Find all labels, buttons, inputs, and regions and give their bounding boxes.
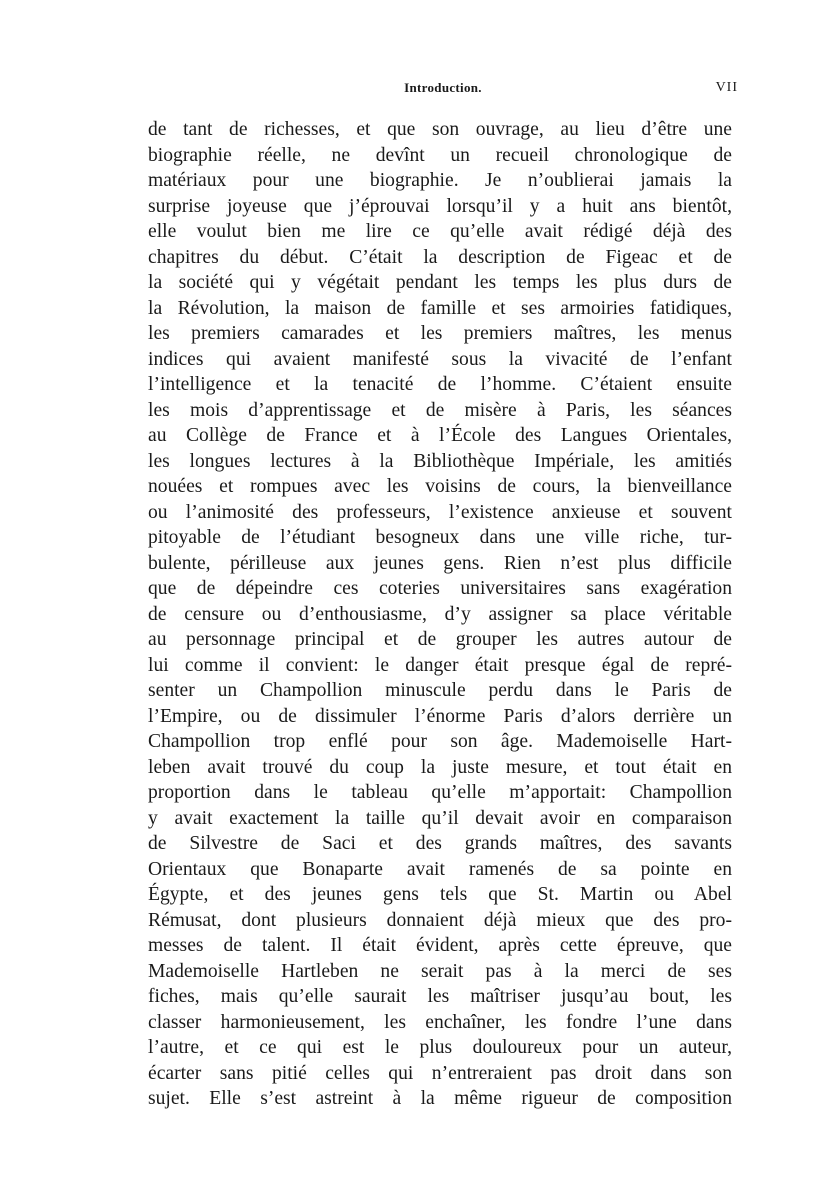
text-line: les longues lectures à la Bibliothèque Impériale, les amitiés: [148, 450, 732, 472]
text-line: Égypte, et des jeunes gens tels que St. Martin ou Abel: [148, 884, 732, 905]
text-line: proportion dans le tableau qu’elle m’apportait: Champollion: [148, 782, 732, 803]
text-line: chapitres du début. C’était la description de Figeac et de: [148, 246, 732, 268]
running-head: [148, 80, 738, 100]
text-line: de Silvestre de Saci et des grands maîtres, des savants: [148, 833, 732, 854]
page-number: VII: [715, 80, 738, 95]
text-line: leben avait trouvé du coup la juste mesure, et tout était en: [148, 756, 732, 778]
text-line: l’intelligence et la tenacité de l’homme. C’étaient ensuite: [148, 374, 732, 395]
text-line: fiches, mais qu’elle saurait les maîtriser jusqu’au bout, les: [148, 986, 732, 1007]
text-line: messes de talent. Il était évident, après cette épreuve, que: [148, 935, 732, 956]
text-line: au personnage principal et de grouper les autres autour de: [148, 629, 732, 650]
text-line: de tant de richesses, et que son ouvrage, au lieu d’être une: [148, 119, 732, 140]
text-line: écarter sans pitié celles qui n’entreraient pas droit dans son: [148, 1062, 732, 1084]
text-line: que de dépeindre ces coteries universitaires sans exagération: [148, 578, 732, 599]
text-line: classer harmonieusement, les enchaîner, les fondre l’une dans: [148, 1011, 732, 1033]
text-line: Mademoiselle Hartleben ne serait pas à la merci de ses: [148, 960, 732, 982]
text-line: la Révolution, la maison de famille et ses armoiries fatidiques,: [148, 297, 732, 319]
text-line: la société qui y végétait pendant les temps les plus durs de: [148, 272, 732, 293]
text-line: l’autre, et ce qui est le plus douloureux pour un auteur,: [148, 1037, 732, 1058]
text-line: au Collège de France et à l’École des Langues Orientales,: [148, 425, 732, 446]
text-line: biographie réelle, ne devînt un recueil chronologique de: [148, 144, 732, 166]
text-line: surprise joyeuse que j’éprouvai lorsqu’il y a huit ans bientôt,: [148, 195, 732, 217]
text-line: nouées et rompues avec les voisins de cours, la bienveillance: [148, 476, 732, 497]
text-line: ou l’animosité des professeurs, l’existence anxieuse et souvent: [148, 501, 732, 523]
text-line: senter un Champollion minuscule perdu dans le Paris de: [148, 680, 732, 701]
text-line: de censure ou d’enthousiasme, d’y assigner sa place véritable: [148, 603, 732, 625]
text-line: Orientaux que Bonaparte avait ramenés de sa pointe en: [148, 858, 732, 880]
text-line: sujet. Elle s’est astreint à la même rigueur de composition: [148, 1088, 732, 1109]
text-line: matériaux pour une biographie. Je n’oublierai jamais la: [148, 170, 732, 191]
text-line: l’Empire, ou de dissimuler l’énorme Paris d’alors derrière un: [148, 705, 732, 727]
text-line: les premiers camarades et les premiers maîtres, les menus: [148, 323, 732, 344]
text-line: lui comme il convient: le danger était presque égal de repré-: [148, 654, 732, 676]
text-line: elle voulut bien me lire ce qu’elle avait rédigé déjà des: [148, 221, 732, 242]
running-title: Introduction.: [404, 80, 482, 95]
text-line: les mois d’apprentissage et de misère à Paris, les séances: [148, 399, 732, 421]
text-line: y avait exactement la taille qu’il devait avoir en comparaison: [148, 807, 732, 829]
text-line: Rémusat, dont plusieurs donnaient déjà mieux que des pro-: [148, 909, 732, 931]
text-line: indices qui avaient manifesté sous la vivacité de l’enfant: [148, 348, 732, 370]
body-text: [148, 117, 732, 1112]
text-line: pitoyable de l’étudiant besogneux dans une ville riche, tur-: [148, 527, 732, 548]
text-line: Champollion trop enflé pour son âge. Mademoiselle Hart-: [148, 731, 732, 752]
text-line: bulente, périlleuse aux jeunes gens. Rien n’est plus difficile: [148, 552, 732, 574]
